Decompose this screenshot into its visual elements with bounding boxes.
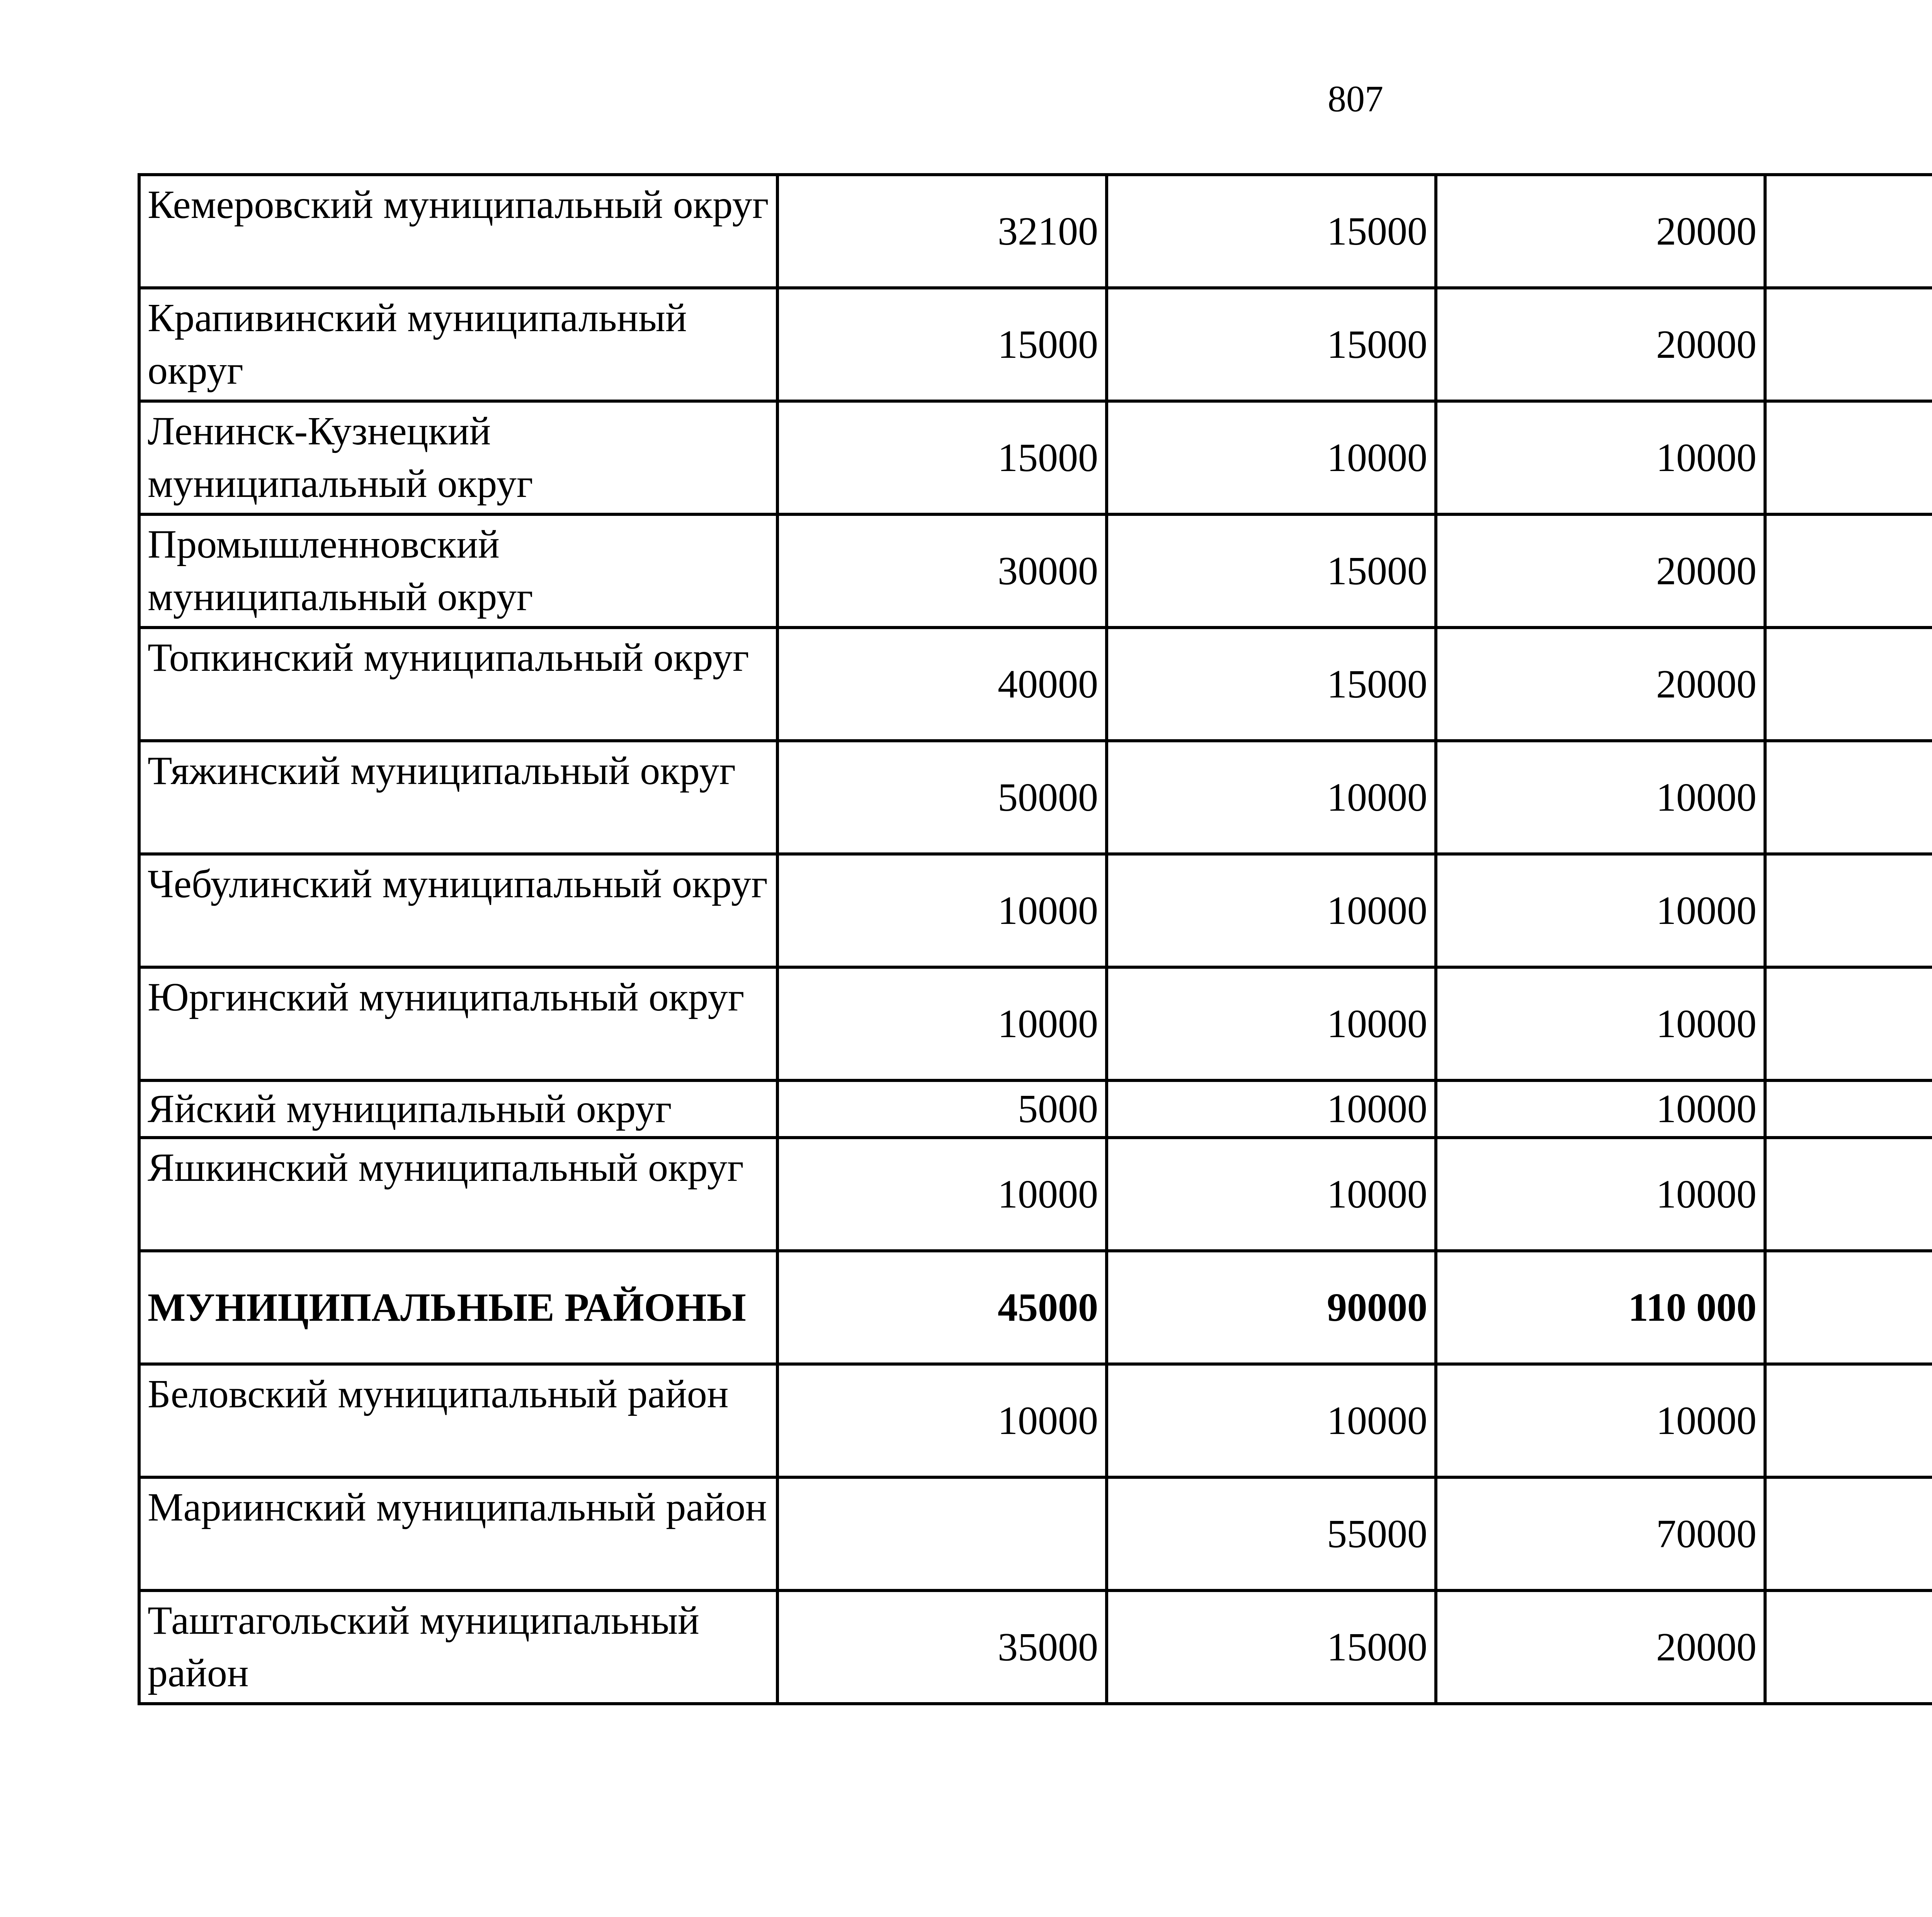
- row-value: 32100: [777, 175, 1107, 288]
- row-value: [1765, 1080, 1932, 1138]
- row-value: 10000: [1436, 967, 1765, 1080]
- row-value: 20000: [1436, 628, 1765, 741]
- row-value: [1765, 1364, 1932, 1477]
- table-row: [139, 628, 1932, 741]
- row-name: Тяжинский муниципальный округ: [139, 741, 777, 854]
- row-value: 10000: [1436, 1138, 1765, 1251]
- table-row: [139, 401, 1932, 514]
- row-value: 30000: [777, 514, 1107, 628]
- row-value: [1765, 514, 1932, 628]
- row-name: Ленинск-Кузнецкий муниципальный округ: [139, 401, 777, 514]
- section-total-value: [1765, 1251, 1932, 1364]
- row-value: [777, 1477, 1107, 1590]
- row-value: 10000: [1107, 401, 1436, 514]
- row-value: 55000: [1107, 1477, 1436, 1590]
- table-row: [139, 741, 1932, 854]
- row-value: 20000: [1436, 288, 1765, 401]
- row-value: [1765, 741, 1932, 854]
- section-total-value: 110 000: [1436, 1251, 1765, 1364]
- row-value: [1765, 1138, 1932, 1251]
- row-name: Крапивинский муниципальный округ: [139, 288, 777, 401]
- row-value: 20000: [1436, 175, 1765, 288]
- budget-table: [138, 173, 1932, 1705]
- row-value: 15000: [1107, 288, 1436, 401]
- row-value: 15000: [777, 288, 1107, 401]
- row-value: 10000: [1436, 1080, 1765, 1138]
- row-value: 10000: [1436, 741, 1765, 854]
- row-value: 10000: [777, 1138, 1107, 1251]
- row-value: 20000: [1436, 514, 1765, 628]
- section-total-row: [139, 1251, 1932, 1364]
- row-value: [1765, 967, 1932, 1080]
- row-value: 10000: [777, 854, 1107, 967]
- table-row: [139, 1364, 1932, 1477]
- table-row: [139, 854, 1932, 967]
- table-row: [139, 175, 1932, 288]
- row-value: [1765, 1477, 1932, 1590]
- row-name: Беловский муниципальный район: [139, 1364, 777, 1477]
- section-title: МУНИЦИПАЛЬНЫЕ РАЙОНЫ: [139, 1251, 777, 1364]
- row-value: 40000: [777, 628, 1107, 741]
- row-value: 10000: [1107, 741, 1436, 854]
- row-value: 15000: [1107, 1590, 1436, 1704]
- table-row: [139, 514, 1932, 628]
- row-value: 10000: [1107, 967, 1436, 1080]
- row-value: 20000: [1436, 1590, 1765, 1704]
- row-name: Топкинский муниципальный округ: [139, 628, 777, 741]
- row-value: 70000: [1436, 1477, 1765, 1590]
- section-total-value: 90000: [1107, 1251, 1436, 1364]
- row-value: 10000: [1107, 854, 1436, 967]
- row-name: Таштагольский муниципальный район: [139, 1590, 777, 1704]
- row-value: [1765, 401, 1932, 514]
- row-name: Юргинский муниципальный округ: [139, 967, 777, 1080]
- table-row: [139, 1477, 1932, 1590]
- row-value: [1765, 175, 1932, 288]
- row-value: 10000: [1436, 854, 1765, 967]
- row-value: 15000: [1107, 514, 1436, 628]
- row-value: 10000: [777, 1364, 1107, 1477]
- row-value: [1765, 288, 1932, 401]
- section-total-value: 45000: [777, 1251, 1107, 1364]
- row-value: 10000: [1436, 1364, 1765, 1477]
- page-number: 807: [1328, 78, 1383, 119]
- row-value: 10000: [1436, 401, 1765, 514]
- table-row: [139, 1138, 1932, 1251]
- row-value: 15000: [1107, 175, 1436, 288]
- table-row: [139, 967, 1932, 1080]
- row-name: Чебулинский муниципальный округ: [139, 854, 777, 967]
- row-value: 35000: [777, 1590, 1107, 1704]
- row-name: Яшкинский муниципальный округ: [139, 1138, 777, 1251]
- row-value: [1765, 628, 1932, 741]
- row-name: Промышленновский муниципальный округ: [139, 514, 777, 628]
- row-name: Яйский муниципальный округ: [139, 1080, 777, 1138]
- row-value: 10000: [1107, 1080, 1436, 1138]
- row-value: 5000: [777, 1080, 1107, 1138]
- row-name: Мариинский муниципальный район: [139, 1477, 777, 1590]
- row-value: 10000: [777, 967, 1107, 1080]
- row-value: [1765, 854, 1932, 967]
- table-row: [139, 1590, 1932, 1704]
- row-value: 15000: [777, 401, 1107, 514]
- table-row: [139, 1080, 1932, 1138]
- row-value: 10000: [1107, 1138, 1436, 1251]
- row-value: [1765, 1590, 1932, 1704]
- row-value: 15000: [1107, 628, 1436, 741]
- row-value: 10000: [1107, 1364, 1436, 1477]
- row-value: 50000: [777, 741, 1107, 854]
- table-row: [139, 288, 1932, 401]
- row-name: Кемеровский муниципальный округ: [139, 175, 777, 288]
